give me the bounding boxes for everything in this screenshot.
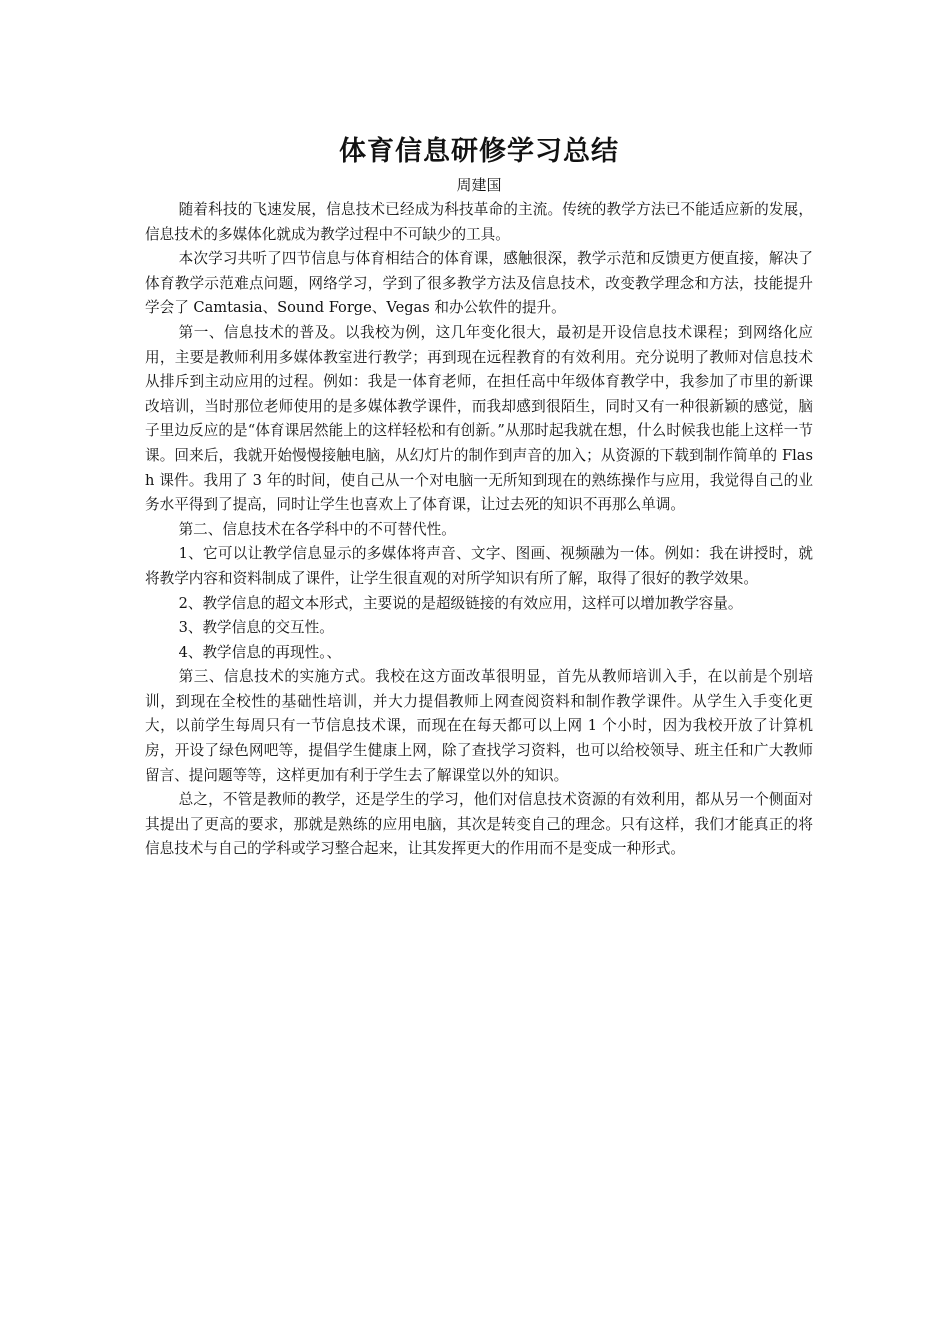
paragraph-point-2: 2、教学信息的超文本形式，主要说的是超级链接的有效应用，这样可以增加教学容量。 xyxy=(178,594,743,612)
paragraph-section-two-heading: 第二、信息技术在各学科中的不可替代性。 xyxy=(178,520,456,538)
paragraph-study: 本次学习共听了四节信息与体育相结合的体育课，感触很深，教学示范和反馈更方便直接，解决了体育教学示范难点问题，网络学习，学到了很多教学方法及信息技术，改变教学理念和方法，技能提升学会了 Camtasia、Sound Forge、Vegas 和办公软件的提升。 xyxy=(145,250,813,317)
paragraph-point-3: 3、教学信息的交互性。 xyxy=(178,619,334,637)
document-title: 体育信息研修学习总结 xyxy=(339,136,619,167)
paragraph-point-4: 4、教学信息的再现性。、 xyxy=(178,643,342,661)
paragraph-intro: 随着科技的飞速发展，信息技术已经成为科技革命的主流。传统的教学方法已不能适应新的发展，信息技术的多媒体化就成为教学过程中不可缺少的工具。 xyxy=(145,201,813,243)
document-author: 周建国 xyxy=(456,176,502,194)
paragraph-section-three: 第三、信息技术的实施方式。我校在这方面改革很明显，首先从教师培训入手，在以前是个别培训，到现在全校性的基础性培训，并大力提倡教师上网查阅资料和制作教学课件。从学生入手变化更大，以前学生每周只有一节信息技术课，而现在在每天都可以上网 1 个小时，因为我校开放了计算机房，开设了绿色网吧等，提倡学生健康上网，除了查找学习资料，也可以给校领导、班主任和广大教师留言、提问题等等，这样更加有利于学生去了解课堂以外的知识。 xyxy=(145,668,813,784)
paragraph-section-one: 第一、信息技术的普及。以我校为例，这几年变化很大，最初是开设信息技术课程；到网络化应用，主要是教师利用多媒体教室进行教学；再到现在远程教育的有效利用。充分说明了教师对信息技术从排斥到主动应用的过程。例如：我是一体育老师，在担任高中年级体育教学中，我参加了市里的新课改培训，当时那位老师使用的是多媒体教学课件，而我却感到很陌生，同时又有一种很新颖的感觉，脑子里边反应的是“体育课居然能上的这样轻松和有创新。”从那时起我就在想，什么时候我也能上这样一节课。回来后，我就开始慢慢接触电脑，从幻灯片的制作到声音的加入；从资源的下载到制作简单的 Flash 课件。我用了 3 年的时间，使自己从一个对电脑一无所知到现在的熟练操作与应用，我觉得自己的业务水平得到了提高，同时让学生也喜欢上了体育课，让过去死的知识不再那么单调。 xyxy=(145,323,813,514)
paragraph-point-1: 1、它可以让教学信息显示的多媒体将声音、文字、图画、视频融为一体。例如：我在讲授时，就将教学内容和资料制成了课件，让学生很直观的对所学知识有所了解，取得了很好的教学效果。 xyxy=(145,545,813,587)
document-page xyxy=(145,132,813,862)
paragraph-conclusion: 总之，不管是教师的教学，还是学生的学习，他们对信息技术资源的有效利用，都从另一个侧面对其提出了更高的要求，那就是熟练的应用电脑，其次是转变自己的理念。只有这样，我们才能真正的将信息技术与自己的学科或学习整合起来，让其发挥更大的作用而不是变成一种形式。 xyxy=(145,791,813,858)
